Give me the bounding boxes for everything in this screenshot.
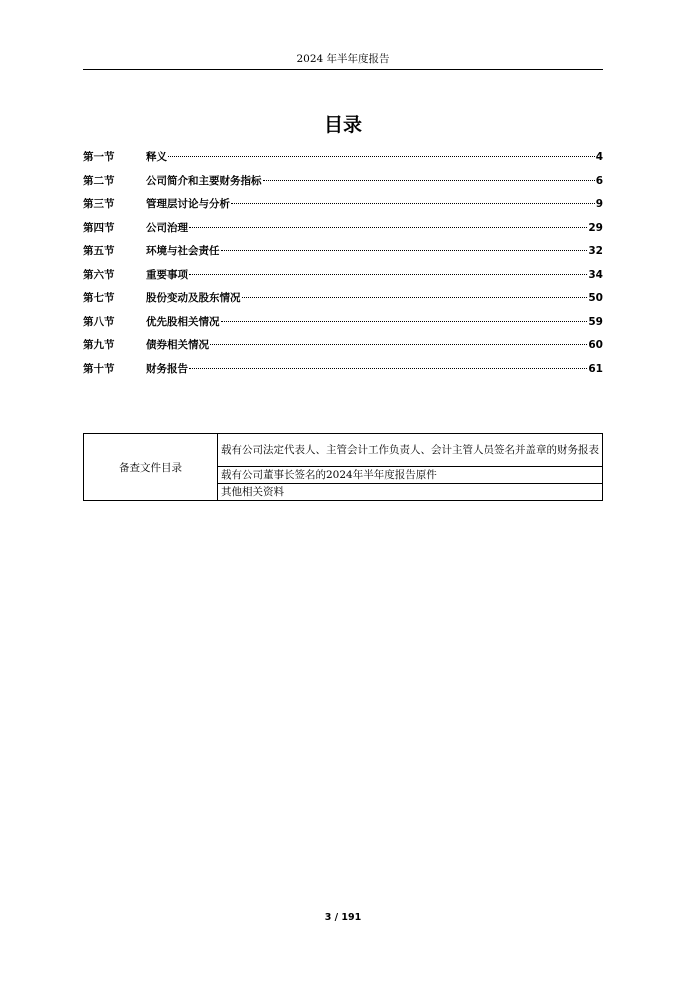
toc-page-number: 60	[588, 339, 603, 351]
toc-dot-leader	[168, 156, 595, 157]
toc-section-number: 第十节	[83, 362, 115, 375]
toc-dot-leader	[263, 180, 595, 181]
toc-page-number: 34	[588, 268, 603, 281]
toc-dot-leader	[242, 297, 588, 298]
toc-dot-leader	[221, 250, 588, 251]
toc-section-title: 释义	[146, 151, 167, 163]
toc-page-number: 9	[595, 198, 603, 210]
toc-section-title: 股份变动及股东情况	[146, 292, 241, 304]
toc-page-number: 6	[595, 174, 603, 187]
toc-section-number: 第三节	[83, 198, 115, 210]
toc-dot-leader	[221, 321, 588, 322]
toc-section-number: 第一节	[83, 151, 115, 163]
header-divider	[83, 69, 603, 70]
toc-dot-leader	[189, 227, 587, 228]
toc-page-number: 29	[588, 221, 603, 234]
reference-documents-table	[83, 433, 603, 501]
toc-section-number: 第八节	[83, 315, 115, 328]
toc-dot-leader	[189, 274, 587, 275]
reference-document-item: 载有公司法定代表人、主管会计工作负责人、会计主管人员签名并盖章的财务报表	[218, 434, 603, 467]
toc-section-title: 公司简介和主要财务指标	[146, 174, 262, 187]
toc-section-title: 财务报告	[146, 362, 188, 375]
toc-section-number: 第二节	[83, 174, 115, 187]
reference-document-item: 其他相关资料	[218, 484, 603, 501]
toc-section-title: 优先股相关情况	[146, 315, 220, 328]
toc-section-title: 重要事项	[146, 268, 188, 281]
toc-entry[interactable]	[83, 266, 603, 290]
toc-section-title: 公司治理	[146, 221, 188, 234]
toc-entry[interactable]	[83, 242, 603, 266]
table-row	[84, 434, 603, 467]
toc-section-number: 第五节	[83, 245, 115, 257]
toc-entry[interactable]	[83, 336, 603, 360]
toc-section-number: 第六节	[83, 268, 115, 281]
toc-entry[interactable]	[83, 148, 603, 172]
toc-dot-leader	[231, 203, 595, 204]
toc-entry[interactable]	[83, 219, 603, 243]
toc-entry[interactable]	[83, 172, 603, 196]
toc-dot-leader	[210, 344, 587, 345]
toc-section-number: 第九节	[83, 339, 115, 351]
toc-section-title: 环境与社会责任	[146, 245, 220, 257]
reference-documents-label: 备查文件目录	[84, 434, 218, 501]
toc-page-number: 59	[588, 315, 603, 328]
page-title: 目录	[323, 114, 362, 136]
toc-section-title: 管理层讨论与分析	[146, 198, 230, 210]
toc-entry[interactable]	[83, 313, 603, 337]
toc-page-number: 50	[588, 292, 603, 304]
page-header: 2024 年半年度报告	[296, 53, 390, 65]
toc-entry[interactable]	[83, 289, 603, 313]
toc-section-number: 第四节	[83, 221, 115, 234]
toc-page-number: 4	[595, 151, 603, 163]
toc-section-number: 第七节	[83, 292, 115, 304]
page-number: 3 / 191	[324, 912, 362, 923]
reference-document-item: 载有公司董事长签名的2024年半年度报告原件	[218, 467, 603, 484]
toc-section-title: 债券相关情况	[146, 339, 209, 351]
toc-page-number: 32	[588, 245, 603, 257]
toc-page-number: 61	[588, 362, 603, 375]
toc-entry[interactable]	[83, 195, 603, 219]
table-of-contents	[83, 148, 603, 383]
toc-dot-leader	[189, 368, 587, 369]
toc-entry[interactable]	[83, 360, 603, 384]
